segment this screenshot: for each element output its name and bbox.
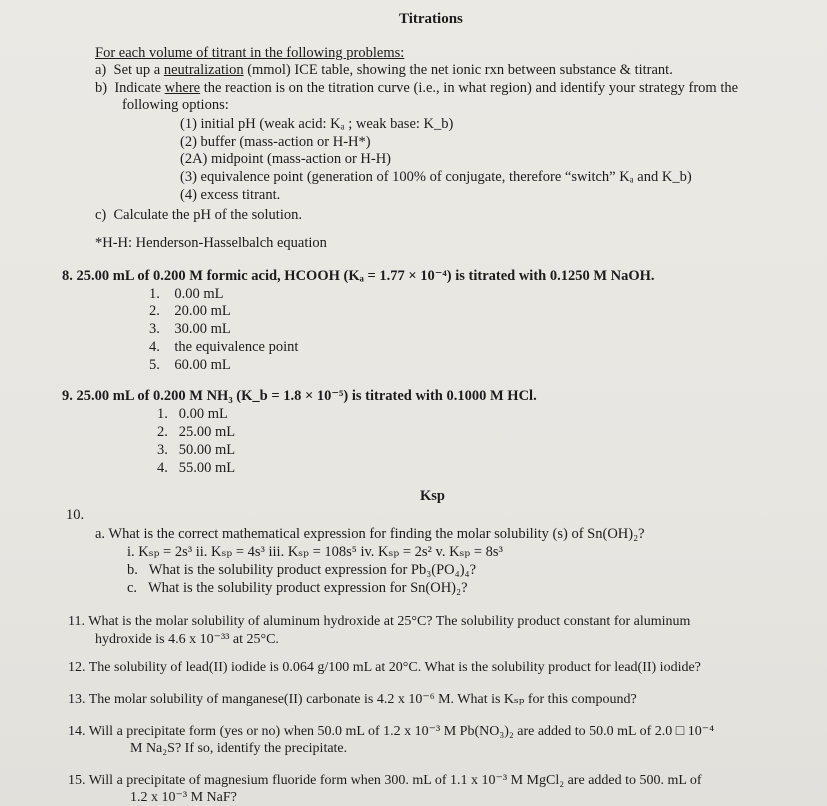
question-11: 11. What is the molar solubility of aluminum hydroxide at 25°C? The solubility product constant for aluminum — [68, 614, 691, 629]
question-15: 15. Will a precipitate of magnesium fluoride form when 300. mL of 1.1 x 10⁻³ M MgCl₂ are added to 500. mL of — [68, 773, 702, 788]
instructions-heading: For each volume of titrant in the following problems: — [95, 45, 405, 61]
option-2a: (2A) midpoint (mass-action or H-H) — [180, 151, 392, 167]
question-8: 8. 25.00 mL of 0.200 M formic acid, HCOOH (Kₐ = 1.77 × 10⁻⁴) is titrated with 0.1250 M NaOH. — [62, 268, 655, 284]
question-10b: b. What is the solubility product expression for Pb₃(PO₄)₄? — [127, 562, 477, 578]
question-13: 13. The molar solubility of manganese(II) carbonate is 4.2 x 10⁻⁶ M. What is Kₛₚ for this compound? — [68, 692, 637, 707]
q9-item: 3. 50.00 mL — [157, 442, 236, 458]
q8-item: 4. the equivalence point — [149, 339, 299, 355]
question-11-cont: hydroxide is 4.6 x 10⁻³³ at 25°C. — [95, 632, 279, 647]
q8-item: 3. 30.00 mL — [149, 321, 231, 337]
question-10a: a. What is the correct mathematical expression for finding the molar solubility (s) of Sn(OH)₂? — [95, 526, 645, 542]
question-10c: c. What is the solubility product expression for Sn(OH)₂? — [127, 580, 468, 596]
ksp-heading: Ksp — [420, 488, 445, 504]
q9-item: 4. 55.00 mL — [157, 460, 236, 476]
question-10-number: 10. — [66, 507, 85, 523]
instruction-c: c) Calculate the pH of the solution. — [95, 207, 302, 223]
question-14: 14. Will a precipitate form (yes or no) when 50.0 mL of 1.2 x 10⁻³ M Pb(NO₃)₂ are added to 50.0 mL of 2.0 □ 10⁻⁴ — [68, 724, 714, 739]
option-1: (1) initial pH (weak acid: Kₐ ; weak base: K_b) — [180, 116, 454, 132]
q9-item: 2. 25.00 mL — [157, 424, 236, 440]
instruction-a: a) Set up a neutralization (mmol) ICE table, showing the net ionic rxn between substance & titrant. — [95, 62, 673, 78]
footnote-hh: *H-H: Henderson-Hasselbalch equation — [95, 235, 327, 251]
question-14-cont: M Na₂S? If so, identify the precipitate. — [130, 741, 348, 756]
question-15-cont: 1.2 x 10⁻³ M NaF? — [130, 790, 237, 805]
option-4: (4) excess titrant. — [180, 187, 281, 203]
question-10a-choices: i. Kₛₚ = 2s³ ii. Kₛₚ = 4s³ iii. Kₛₚ = 108s⁵ iv. Kₛₚ = 2s² v. Kₛₚ = 8s³ — [127, 544, 503, 560]
q9-item: 1. 0.00 mL — [157, 406, 228, 422]
option-2: (2) buffer (mass-action or H-H*) — [180, 134, 371, 150]
question-12: 12. The solubility of lead(II) iodide is 0.064 g/100 mL at 20°C. What is the solubility product for lead(II) iodide? — [68, 660, 701, 675]
q8-item: 5. 60.00 mL — [149, 357, 231, 373]
option-3: (3) equivalence point (generation of 100% of conjugate, therefore “switch” Kₐ and K_b) — [180, 169, 692, 185]
instruction-b: b) Indicate where the reaction is on the titration curve (i.e., in what region) and identify your strategy from the — [95, 80, 739, 96]
instruction-b-cont: following options: — [122, 97, 229, 113]
q8-item: 1. 0.00 mL — [149, 286, 224, 302]
question-9: 9. 25.00 mL of 0.200 M NH₃ (K_b = 1.8 × 10⁻⁵) is titrated with 0.1000 M HCl. — [62, 388, 537, 404]
page-title: Titrations — [399, 11, 463, 27]
q8-item: 2. 20.00 mL — [149, 303, 231, 319]
